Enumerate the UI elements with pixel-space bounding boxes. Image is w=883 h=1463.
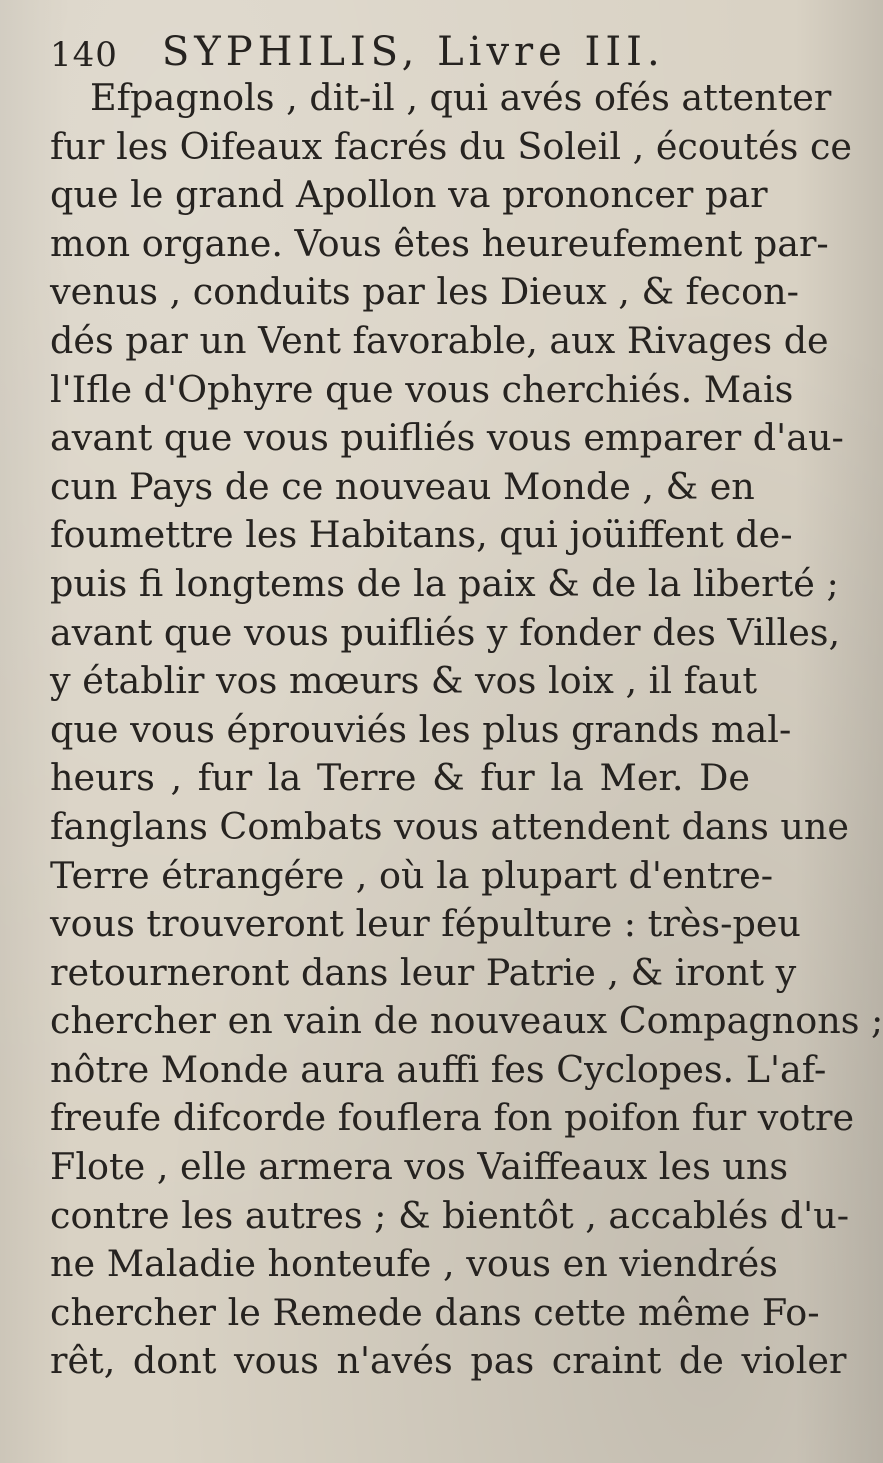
text-line: vous trouveront leur fépulture : très-peu <box>50 902 801 946</box>
text-line: l'Ifle d'Ophyre que vous cherchiés. Mais <box>50 367 794 411</box>
text-line: foumettre les Habitans, qui joüiffent de- <box>50 513 793 557</box>
text-line: avant que vous puifliés y fonder des Villes, <box>50 610 841 654</box>
text-line: que le grand Apollon va prononcer par <box>50 173 768 217</box>
running-head <box>50 6 750 75</box>
page-number: 140 <box>50 35 118 75</box>
text-line: dés par un Vent favorable, aux Rivages de <box>50 318 829 362</box>
text-line: rêt, dont vous n'avés pas craint de violer <box>50 1339 847 1383</box>
text-line: y établir vos mœurs & vos loix , il faut <box>50 659 758 703</box>
running-title: SYPHILIS, Livre III. <box>161 29 665 75</box>
text-line: nôtre Monde aura auffi fes Cyclopes. L'af- <box>50 1047 827 1091</box>
text-line: Terre étrangére , où la plupart d'entre- <box>50 853 774 897</box>
text-line: cun Pays de ce nouveau Monde , & en <box>50 464 755 508</box>
text-line: chercher le Remede dans cette même Fo- <box>50 1290 820 1334</box>
text-line: que vous éprouviés les plus grands mal- <box>50 707 792 751</box>
text-line: contre les autres ; & bientôt , accablés d'u- <box>50 1193 850 1237</box>
text-line: Flote , elle armera vos Vaiffeaux les uns <box>50 1145 789 1189</box>
text-line: freufe difcorde fouflera fon poifon fur votre <box>50 1096 855 1140</box>
text-line: retourneront dans leur Patrie , & iront y <box>50 950 797 994</box>
text-line: Efpagnols , dit-il , qui avés ofés attenter <box>90 76 832 119</box>
text-line: avant que vous puifliés vous emparer d'au- <box>50 416 844 460</box>
text-line: puis fi longtems de la paix & de la liberté ; <box>50 561 839 605</box>
text-line: mon organe. Vous êtes heureufement par- <box>50 221 829 265</box>
text-line: heurs , fur la Terre & fur la Mer. De <box>50 756 750 800</box>
text-line: fur les Oifeaux facrés du Soleil , écoutés ce <box>50 124 852 168</box>
text-line: venus , conduits par les Dieux , & fecon- <box>50 270 799 314</box>
body-text <box>50 74 883 1386</box>
text-line: ne Maladie honteufe , vous en viendrés <box>50 1242 778 1286</box>
text-line: chercher en vain de nouveaux Compagnons ; <box>50 999 883 1043</box>
text-line: fanglans Combats vous attendent dans une <box>50 804 850 848</box>
